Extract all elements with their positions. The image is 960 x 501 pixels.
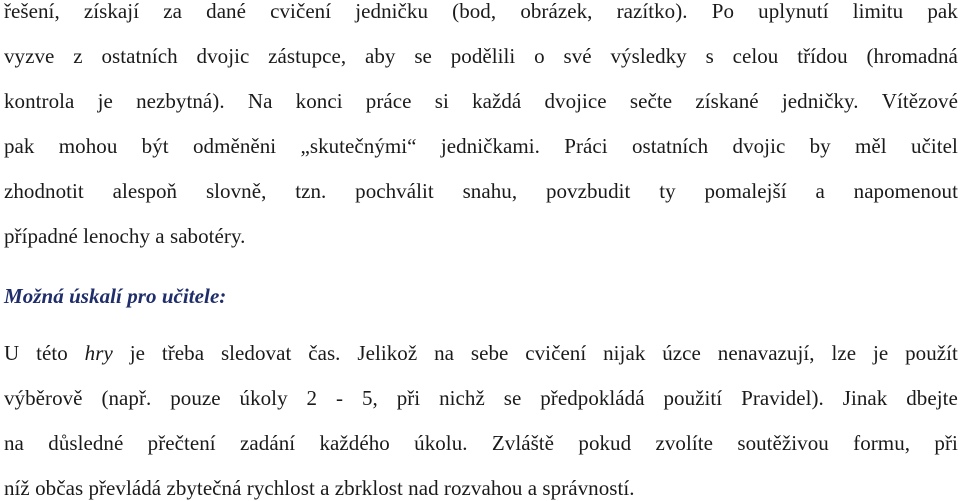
word: výběrově bbox=[4, 386, 83, 410]
word: (bod, bbox=[452, 0, 497, 23]
word: pochválit bbox=[355, 179, 434, 203]
word: na bbox=[4, 431, 24, 455]
word: své bbox=[563, 44, 592, 68]
paragraph2-line-4: níž občas převládá zbytečná rychlost a zbrklost nad rozvahou a správností. bbox=[4, 476, 635, 500]
word: při bbox=[396, 386, 421, 410]
word: je bbox=[129, 341, 145, 365]
word: Po bbox=[711, 0, 735, 23]
word: pouze bbox=[170, 386, 221, 410]
word: je bbox=[97, 89, 113, 113]
word: zhodnotit bbox=[4, 179, 84, 203]
word: této bbox=[36, 341, 68, 365]
word: formu, bbox=[853, 431, 911, 455]
paragraph1-line-6: případné lenochy a sabotéry. bbox=[4, 224, 246, 248]
word: alespoň bbox=[112, 179, 178, 203]
word: zástupce, bbox=[268, 44, 347, 68]
word: třeba bbox=[161, 341, 205, 365]
paragraph2-line-3 bbox=[4, 430, 958, 456]
word: být bbox=[141, 134, 169, 158]
word: soutěživou bbox=[737, 431, 829, 455]
word: čas. bbox=[308, 341, 341, 365]
word: aby bbox=[365, 44, 396, 68]
word: Jelikož bbox=[357, 341, 418, 365]
word: cvičení bbox=[270, 0, 332, 23]
word: zadání bbox=[240, 431, 296, 455]
word: nichž bbox=[439, 386, 485, 410]
paragraph1-line-2 bbox=[4, 43, 958, 69]
word: jedničku bbox=[355, 0, 428, 23]
section-heading: Možná úskalí pro učitele: bbox=[4, 284, 227, 308]
word: kontrola bbox=[4, 89, 75, 113]
word: každého bbox=[319, 431, 390, 455]
word: ostatních bbox=[101, 44, 178, 68]
word: práce bbox=[365, 89, 412, 113]
word: pomalejší bbox=[704, 179, 787, 203]
word: vyzve bbox=[4, 44, 55, 68]
word: odměněni bbox=[192, 134, 277, 158]
word: získají bbox=[83, 0, 140, 23]
italic-word: hry bbox=[84, 341, 113, 365]
word: si bbox=[434, 89, 449, 113]
word: Zvláště bbox=[491, 431, 555, 455]
paragraph1-line-1 bbox=[4, 0, 958, 24]
word: pak bbox=[4, 134, 35, 158]
word: se bbox=[414, 44, 432, 68]
word: konci bbox=[295, 89, 343, 113]
word: by bbox=[809, 134, 831, 158]
word: 2 bbox=[306, 386, 318, 410]
word: „skutečnými“ bbox=[300, 134, 417, 158]
word: 5, bbox=[361, 386, 378, 410]
word: s bbox=[705, 44, 714, 68]
word: nezbytná). bbox=[136, 89, 225, 113]
word: předpokládá bbox=[540, 386, 645, 410]
word: nijak bbox=[603, 341, 646, 365]
word: přečtení bbox=[147, 431, 216, 455]
word: třídou bbox=[797, 44, 848, 68]
word: dbejte bbox=[906, 386, 958, 410]
word: napomenout bbox=[853, 179, 958, 203]
word: učitel bbox=[910, 134, 958, 158]
word: použití bbox=[663, 386, 723, 410]
word: Pravidel). bbox=[741, 386, 824, 410]
word: lze bbox=[831, 341, 857, 365]
word: obrázek, bbox=[520, 0, 593, 23]
word: jedničky. bbox=[781, 89, 859, 113]
word: ty bbox=[659, 179, 676, 203]
word: pokud bbox=[578, 431, 632, 455]
word: úkoly bbox=[239, 386, 288, 410]
paragraph1-line-4 bbox=[4, 133, 958, 159]
word: na bbox=[434, 341, 454, 365]
word: mohou bbox=[58, 134, 118, 158]
word: je bbox=[872, 341, 889, 365]
word: a bbox=[815, 179, 825, 203]
word: uplynutí bbox=[758, 0, 829, 23]
word: dvojice bbox=[544, 89, 607, 113]
word: slovně, bbox=[205, 179, 267, 203]
word: sledovat bbox=[220, 341, 292, 365]
word: U bbox=[4, 341, 20, 365]
word: tzn. bbox=[295, 179, 327, 203]
word: jedničkami. bbox=[440, 134, 540, 158]
word: při bbox=[934, 431, 958, 455]
word: snahu, bbox=[462, 179, 518, 203]
word: sečte bbox=[629, 89, 673, 113]
word: povzbudit bbox=[545, 179, 631, 203]
word: každá bbox=[472, 89, 522, 113]
word: získané bbox=[695, 89, 759, 113]
word: sebe bbox=[470, 341, 509, 365]
word: výsledky bbox=[610, 44, 687, 68]
word: (hromadná bbox=[866, 44, 958, 68]
word: se bbox=[503, 386, 522, 410]
word: dvojic bbox=[196, 44, 250, 68]
word: důsledné bbox=[48, 431, 124, 455]
word: cvičení bbox=[525, 341, 587, 365]
word: limitu bbox=[852, 0, 904, 23]
word: úzce bbox=[662, 341, 701, 365]
word: měl bbox=[855, 134, 887, 158]
word: dané bbox=[206, 0, 246, 23]
word: za bbox=[163, 0, 182, 23]
word: dvojic bbox=[732, 134, 786, 158]
word: Práci bbox=[564, 134, 608, 158]
word: zvolíte bbox=[655, 431, 713, 455]
word: z bbox=[73, 44, 83, 68]
paragraph1-line-5 bbox=[4, 178, 958, 204]
paragraph2-line-1 bbox=[4, 340, 958, 366]
word: razítko). bbox=[616, 0, 688, 23]
word: (např. bbox=[101, 386, 152, 410]
paragraph2-line-2 bbox=[4, 385, 958, 411]
word: - bbox=[336, 386, 344, 410]
word: Jinak bbox=[842, 386, 888, 410]
word: úkolu. bbox=[414, 431, 468, 455]
word: Na bbox=[247, 89, 273, 113]
word: ostatních bbox=[631, 134, 709, 158]
word: celou bbox=[732, 44, 779, 68]
paragraph1-line-3 bbox=[4, 88, 958, 114]
word: Vítězové bbox=[881, 89, 958, 113]
word: o bbox=[534, 44, 545, 68]
word: řešení, bbox=[4, 0, 60, 23]
word: použít bbox=[905, 341, 958, 365]
word: nenavazují, bbox=[717, 341, 815, 365]
word: podělili bbox=[450, 44, 516, 68]
word: pak bbox=[927, 0, 958, 23]
